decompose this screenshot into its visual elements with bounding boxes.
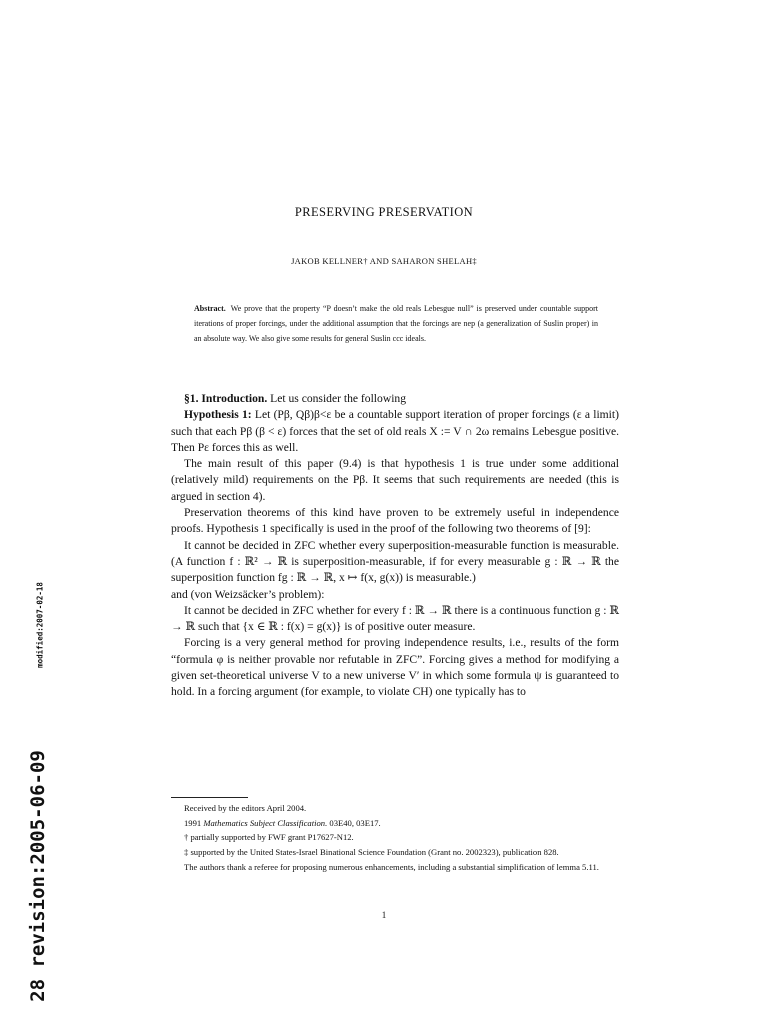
footnotes — [171, 801, 619, 875]
footnote-msc-codes: 03E40, 03E17. — [329, 817, 381, 828]
quote-weizsacker: It cannot be decided in ZFC whether for every f : ℝ → ℝ there is a continuous function g : ℝ → ℝ such that {x ∈ ℝ : f(x) = g(x)} is of positive outer measure. — [171, 603, 619, 634]
footnote-msc-year: 1991 — [184, 817, 202, 828]
paragraph-forcing: Forcing is a very general method for proving independence results, i.e., results of the form “formula φ is neither provable nor refutable in ZFC”. Forcing gives a method for modifying a given set-theoretical universe V to a new universe V′ in which some formula ψ is guaranteed to hold. In a forcing argument (for example, to violate CH) one typically has to — [171, 636, 619, 699]
section-lead: Let us consider the following — [270, 392, 407, 405]
quote-superposition: It cannot be decided in ZFC whether every superposition-measurable function is measurable. (A function f : ℝ² → ℝ is superposition-measurable, if for every measurable g : ℝ → ℝ the superposition function fg : ℝ → ℝ, x ↦ f(x, g(x)) is measurable.) — [171, 538, 619, 585]
revision-stamp: 28 revision:2005-06-09 — [27, 750, 49, 1002]
footnote-rule — [171, 797, 248, 798]
paper-authors: JAKOB KELLNER† AND SAHARON SHELAH‡ — [291, 256, 477, 266]
main-text — [171, 391, 619, 701]
footnote-received: Received by the editors April 2004. — [184, 803, 307, 813]
paragraph-main-result: The main result of this paper (9.4) is that hypothesis 1 is true under some additional (relatively mild) requirements on the Pβ. It seems that such requirements are needed (this is argued in section 4). — [171, 457, 619, 503]
page-number: 1 — [381, 910, 387, 920]
abstract — [194, 301, 598, 346]
hypothesis-block — [171, 407, 619, 456]
hypothesis-text: Let (Pβ, Qβ)β<ε be a countable support iteration of proper forcings (ε a limit) such that each Pβ (β < ε) forces that the set of old reals X := V ∩ 2ω remains Lebesgue positive. Then Pε forces this as well. — [171, 408, 619, 454]
footnote-ddagger: ‡ supported by the United States-Israel Binational Science Foundation (Grant no. 2002323), publication 828. — [184, 847, 559, 858]
abstract-label: Abstract. — [194, 304, 226, 313]
connector-text: and (von Weizsäcker’s problem): — [171, 587, 325, 601]
section-heading — [171, 391, 619, 407]
abstract-text: We prove that the property “P doesn’t make the old reals Lebesgue null” is preserved under countable support iterations of proper forcings, under the additional assumption that the forcings are nep (a generalization of Suslin proper) in an absolute way. We also give some results for general Suslin ccc ideals. — [194, 304, 598, 343]
section-number: §1. — [184, 392, 199, 405]
section-title: Introduction. — [201, 392, 268, 405]
footnote-msc-label: Mathematics Subject Classification. — [203, 817, 328, 828]
footnote-thanks: The authors thank a referee for proposing numerous enhancements, including a substantial simplification of lemma 5.11. — [184, 861, 599, 872]
paper-title: PRESERVING PRESERVATION — [294, 205, 474, 219]
footnote-dagger: † partially supported by FWF grant P17627-N12. — [184, 832, 354, 843]
modified-stamp: modified:2007-02-18 — [35, 582, 45, 668]
paragraph-preservation: Preservation theorems of this kind have proven to be extremely useful in independence proofs. Hypothesis 1 specifically is used in the proof of the following two theorems of [9]: — [171, 506, 619, 536]
footnote-msc — [171, 816, 619, 831]
hypothesis-label: Hypothesis 1: — [184, 408, 252, 422]
